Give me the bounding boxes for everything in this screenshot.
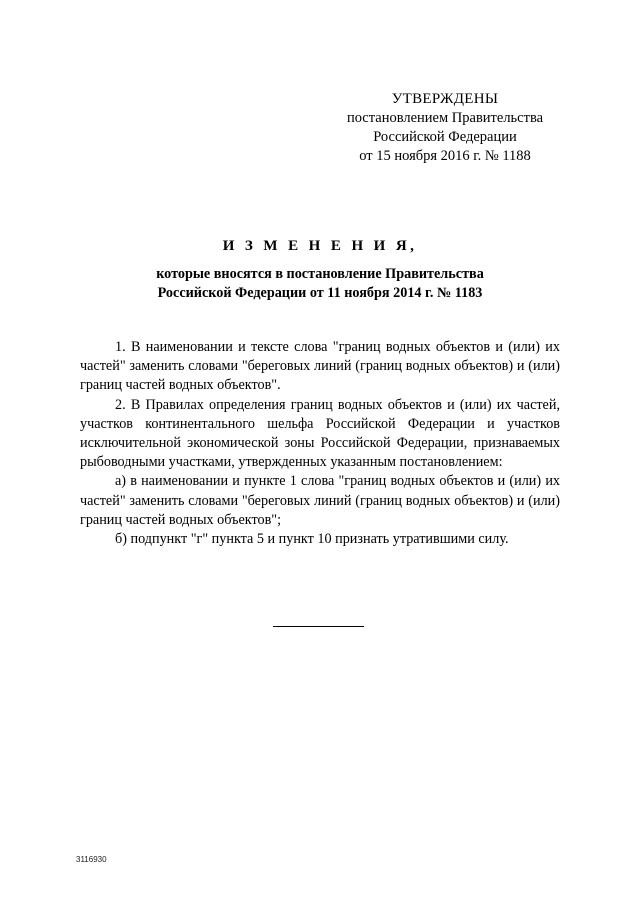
document-heading xyxy=(60,238,580,303)
paragraph-1: 1. В наименовании и тексте слова "границ водных объектов и (или) их частей" заменить словами "береговых линий (границ водных объектов) и (или) границ частей водных объектов". xyxy=(80,339,560,394)
document-code: 3116930 xyxy=(76,855,107,864)
approval-line-2: Российской Федерации xyxy=(373,129,517,145)
heading-subtitle-line-1: которые вносятся в постановление Правительства xyxy=(156,266,484,282)
heading-subtitle-line-2: Российской Федерации от 11 ноября 2014 г. № 1183 xyxy=(157,285,483,301)
end-divider xyxy=(273,626,364,627)
paragraph-2a: а) в наименовании и пункте 1 слова "границ водных объектов и (или) их частей" заменить словами "береговых линий (границ водных объектов) и (или) границ частей водных объектов"; xyxy=(80,473,560,528)
paragraph-2: 2. В Правилах определения границ водных объектов и (или) их частей, участков континентального шельфа Российской Федерации и участков исключительной экономической зоны Российской Федерации, признаваемых рыбоводными участками, утвержденных указанным постановлением: xyxy=(80,396,560,471)
approval-line-3: от 15 ноября 2016 г. № 1188 xyxy=(359,148,531,164)
approval-stamp xyxy=(330,90,560,166)
approval-title: УТВЕРЖДЕНЫ xyxy=(391,91,499,107)
paragraph-2b: б) подпункт "г" пункта 5 и пункт 10 признать утратившими силу. xyxy=(115,531,509,548)
approval-line-1: постановлением Правительства xyxy=(346,110,544,126)
document-body xyxy=(80,338,560,549)
heading-title: И З М Е Н Е Н И Я, xyxy=(222,238,418,254)
